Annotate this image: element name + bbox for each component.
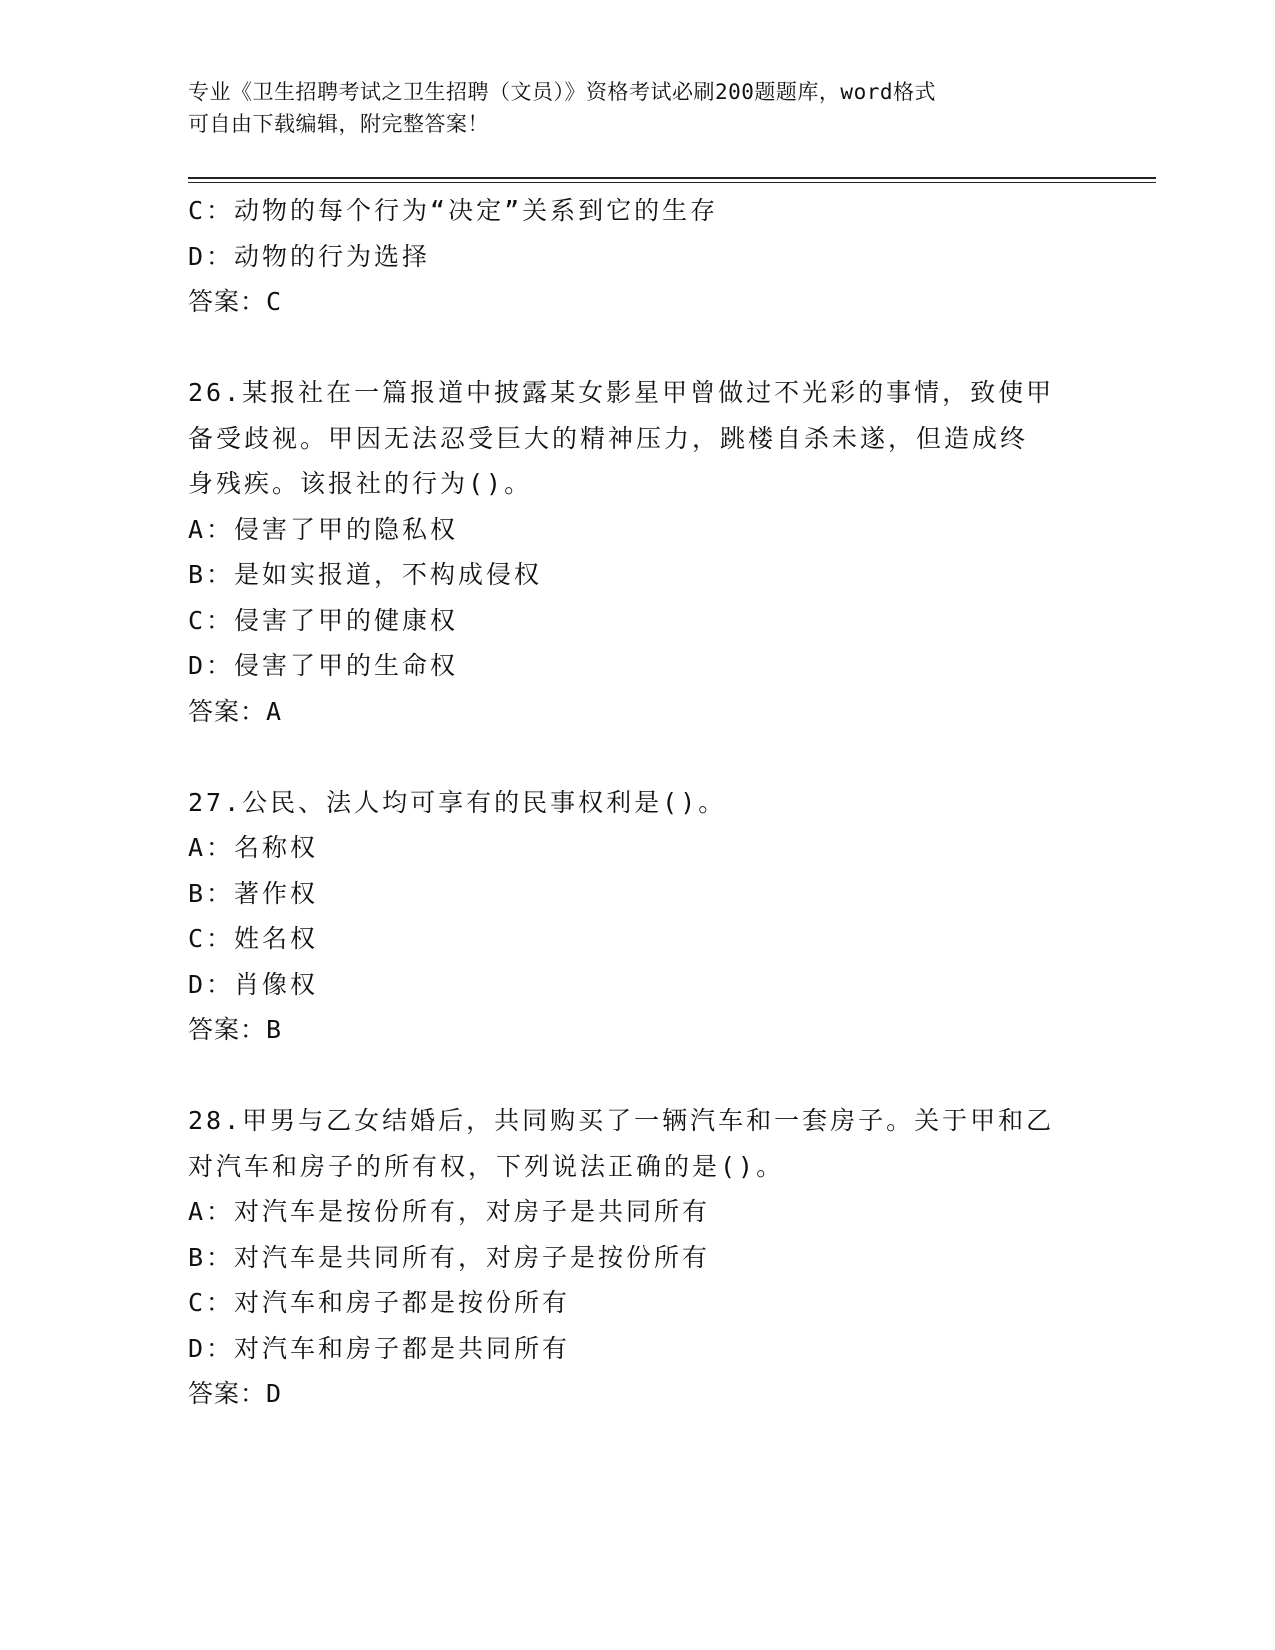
answer-line: 答案：C [188,287,283,316]
option-c: C：对汽车和房子都是按份所有 [188,1288,571,1317]
question-stem-line: 27.公民、法人均可享有的民事权利是()。 [188,787,727,817]
option-b: B：著作权 [188,878,319,908]
option-d: D：动物的行为选择 [188,241,431,271]
question-stem-line: 身残疾。该报社的行为()。 [188,469,533,498]
spacer [188,1053,1088,1099]
option-a: A：名称权 [188,833,319,862]
question-list [188,188,1088,1417]
option-a: A：对汽车是按份所有，对房子是共同所有 [188,1197,711,1226]
spacer [188,325,1088,371]
option-b: B：是如实报道，不构成侵权 [188,560,543,589]
answer-line: 答案：A [188,696,283,726]
option-b: B：对汽车是共同所有，对房子是按份所有 [188,1242,711,1272]
question-25-continued [188,188,1088,325]
question-stem-line: 28.甲男与乙女结婚后，共同购买了一辆汽车和一套房子。关于甲和乙 [188,1106,1055,1135]
question-stem-line: 对汽车和房子的所有权，下列说法正确的是()。 [188,1151,785,1181]
question-28 [188,1098,1088,1417]
spacer [188,734,1088,780]
header-divider-thin [188,182,1156,183]
question-stem-line: 26.某报社在一篇报道中披露某女影星甲曾做过不光彩的事情，致使甲 [188,378,1055,407]
answer-line: 答案：D [188,1379,283,1408]
question-stem-line: 备受歧视。甲因无法忍受巨大的精神压力，跳楼自杀未遂，但造成终 [188,423,1029,453]
header-divider-thick [188,177,1156,179]
option-c: C：侵害了甲的健康权 [188,605,459,635]
question-27 [188,780,1088,1053]
header-line-2: 可自由下载编辑，附完整答案！ [188,112,489,136]
option-a: A：侵害了甲的隐私权 [188,514,459,544]
option-c: C：动物的每个行为“决定”关系到它的生存 [188,196,719,225]
option-d: D：肖像权 [188,969,319,999]
answer-line: 答案：B [188,1015,283,1044]
option-d: D：对汽车和房子都是共同所有 [188,1333,571,1363]
question-26 [188,370,1088,734]
document-header [188,76,1078,140]
option-d: D：侵害了甲的生命权 [188,651,459,680]
option-c: C：姓名权 [188,924,319,953]
header-line-1: 专业《卫生招聘考试之卫生招聘（文员）》资格考试必刷200题题库，word格式 [188,80,936,104]
